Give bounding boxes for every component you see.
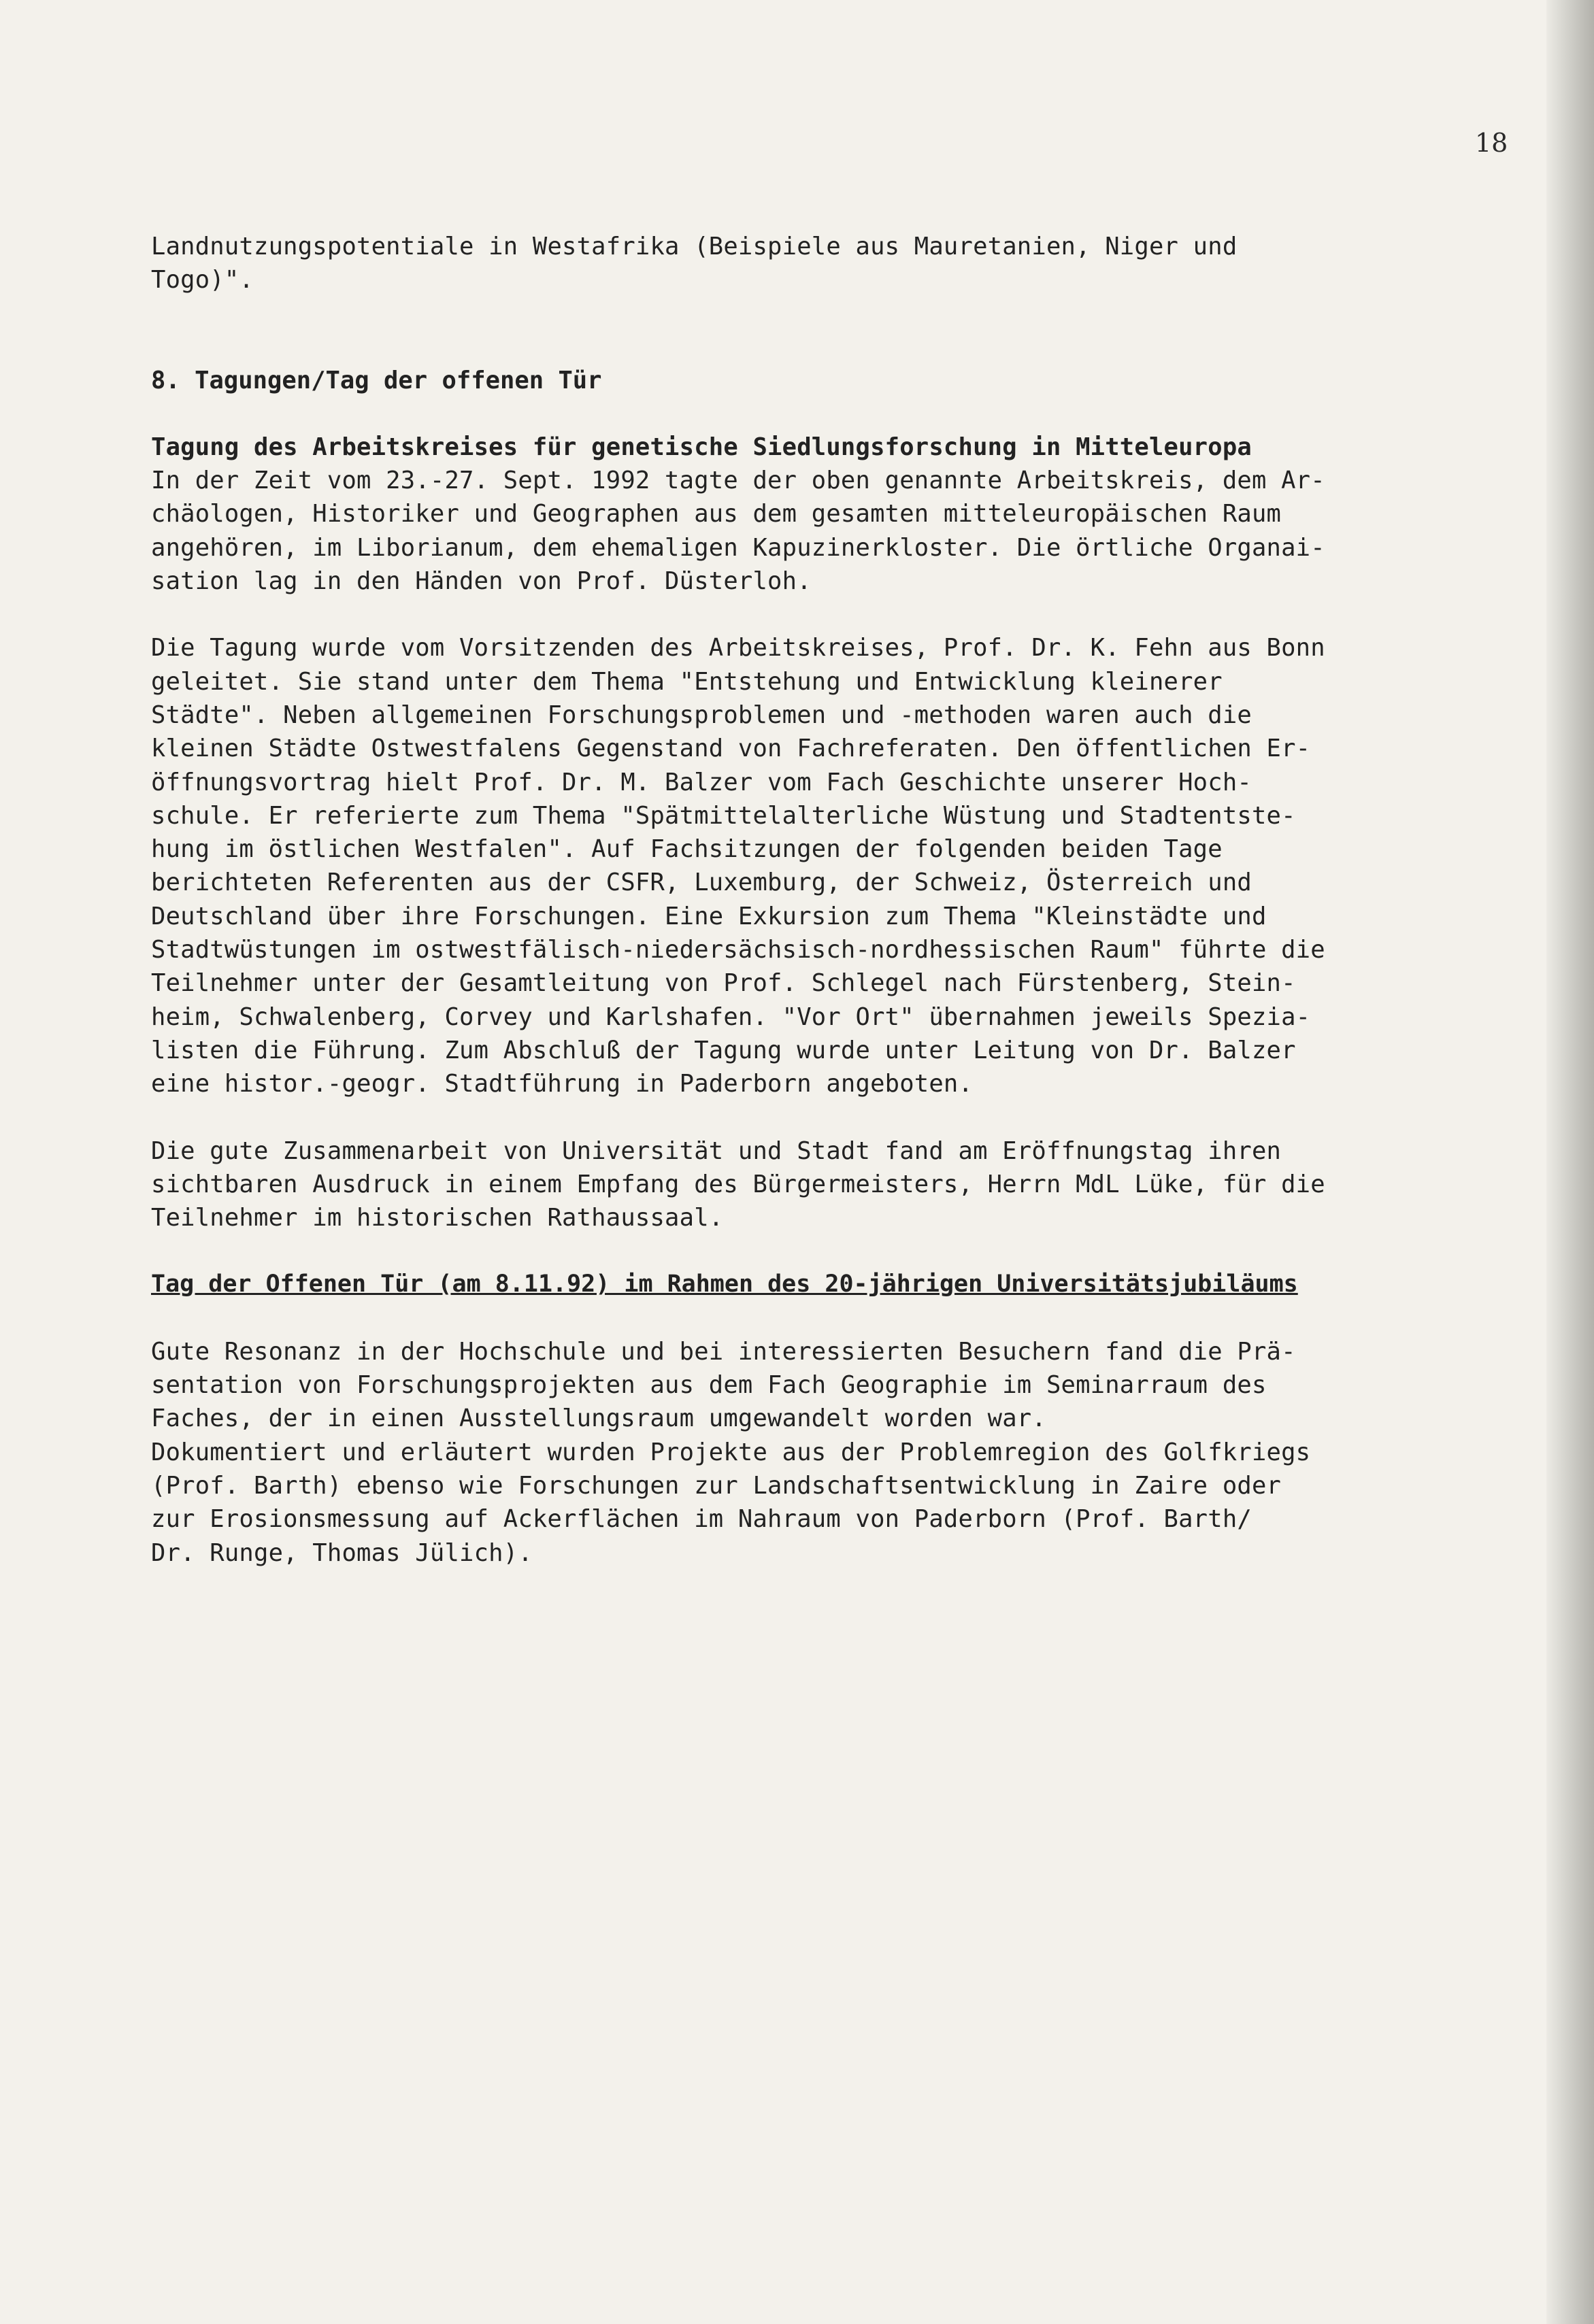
tagung-paragraph-2 — [151, 631, 1512, 1100]
tagung-p2-line: geleitet. Sie stand unter dem Thema "Entstehung und Entwicklung kleinerer — [151, 667, 1223, 696]
tag-offen-paragraph — [151, 1335, 1512, 1570]
tag-offen-line: Faches, der in einen Ausstellungsraum umgewandelt worden war. — [151, 1404, 1046, 1433]
tagung-p2-line: hung im östlichen Westfalen". Auf Fachsitzungen der folgenden beiden Tage — [151, 835, 1223, 864]
intro-line: Togo)". — [151, 266, 254, 294]
document-body — [151, 230, 1512, 1570]
tagung-p2-line: berichteten Referenten aus der CSFR, Luxemburg, der Schweiz, Österreich und — [151, 869, 1252, 897]
tagung-p3-line: sichtbaren Ausdruck in einem Empfang des Bürgermeisters, Herrn MdL Lüke, für die — [151, 1170, 1325, 1198]
tagung-p1-line: chäologen, Historiker und Geographen aus dem gesamten mitteleuropäischen Raum — [151, 500, 1282, 528]
tag-offen-line: sentation von Forschungsprojekten aus dem Fach Geographie im Seminarraum des — [151, 1371, 1267, 1400]
tag-offen-line: Gute Resonanz in der Hochschule und bei interessierten Besuchern fand die Prä- — [151, 1337, 1296, 1366]
tagung-p2-line: Städte". Neben allgemeinen Forschungsproblemen und -methoden waren auch die — [151, 701, 1252, 729]
tagung-section — [151, 431, 1512, 598]
tagung-p1-line: In der Zeit vom 23.-27. Sept. 1992 tagte der oben genannte Arbeitskreis, dem Ar- — [151, 467, 1325, 495]
tag-offen-title: Tag der Offenen Tür (am 8.11.92) im Rahmen des 20-jährigen Universitätsjubiläums — [151, 1270, 1298, 1298]
tagung-p2-line: eine histor.-geogr. Stadtführung in Paderborn angeboten. — [151, 1070, 974, 1098]
tagung-p2-line: schule. Er referierte zum Thema "Spätmittelalterliche Wüstung und Stadtentste- — [151, 801, 1296, 830]
tagung-p2-line: kleinen Städte Ostwestfalens Gegenstand von Fachreferaten. Den öffentlichen Er- — [151, 735, 1311, 763]
tagung-p2-line: Deutschland über ihre Forschungen. Eine Exkursion zum Thema "Kleinstädte und — [151, 902, 1267, 930]
tagung-paragraph-3 — [151, 1134, 1512, 1235]
tagung-p3-line: Teilnehmer im historischen Rathaussaal. — [151, 1204, 724, 1232]
tag-offen-line: (Prof. Barth) ebenso wie Forschungen zur Landschaftsentwicklung in Zaire oder — [151, 1471, 1282, 1500]
intro-line: Landnutzungspotentiale in Westafrika (Beispiele aus Mauretanien, Niger und — [151, 233, 1238, 260]
tagung-p1-line: sation lag in den Händen von Prof. Düsterloh. — [151, 567, 812, 596]
tagung-title: Tagung des Arbeitskreises für genetische Siedlungsforschung in Mitteleuropa — [151, 433, 1252, 461]
tagung-p2-line: Die Tagung wurde vom Vorsitzenden des Arbeitskreises, Prof. Dr. K. Fehn aus Bonn — [151, 634, 1325, 662]
tagung-p2-line: listen die Führung. Zum Abschluß der Tagung wurde unter Leitung von Dr. Balzer — [151, 1036, 1296, 1064]
tagung-p3-line: Die gute Zusammenarbeit von Universität und Stadt fand am Eröffnungstag ihren — [151, 1136, 1282, 1165]
tag-offen-line: Dokumentiert und erläutert wurden Projekte aus der Problemregion des Golfkriegs — [151, 1438, 1311, 1466]
tag-offen-line: Dr. Runge, Thomas Jülich). — [151, 1538, 533, 1567]
tag-offen-line: zur Erosionsmessung auf Ackerflächen im Nahraum von Paderborn (Prof. Barth/ — [151, 1505, 1252, 1534]
tagung-p2-line: Teilnehmer unter der Gesamtleitung von Prof. Schlegel nach Fürstenberg, Stein- — [151, 969, 1296, 998]
tagung-p2-line: heim, Schwalenberg, Corvey und Karlshafen. "Vor Ort" übernahmen jeweils Spezia- — [151, 1003, 1311, 1031]
section-heading: 8. Tagungen/Tag der offenen Tür — [151, 366, 602, 394]
page-edge-shadow — [1546, 0, 1594, 2324]
page-number: 18 — [1475, 128, 1508, 158]
tagung-p2-line: Stadtwüstungen im ostwestfälisch-niedersächsisch-nordhessischen Raum" führte die — [151, 936, 1325, 964]
intro-paragraph — [151, 230, 1512, 297]
tagung-p2-line: öffnungsvortrag hielt Prof. Dr. M. Balzer vom Fach Geschichte unserer Hoch- — [151, 768, 1252, 796]
tagung-p1-line: angehören, im Liborianum, dem ehemaligen Kapuzinerkloster. Die örtliche Organai- — [151, 533, 1325, 562]
